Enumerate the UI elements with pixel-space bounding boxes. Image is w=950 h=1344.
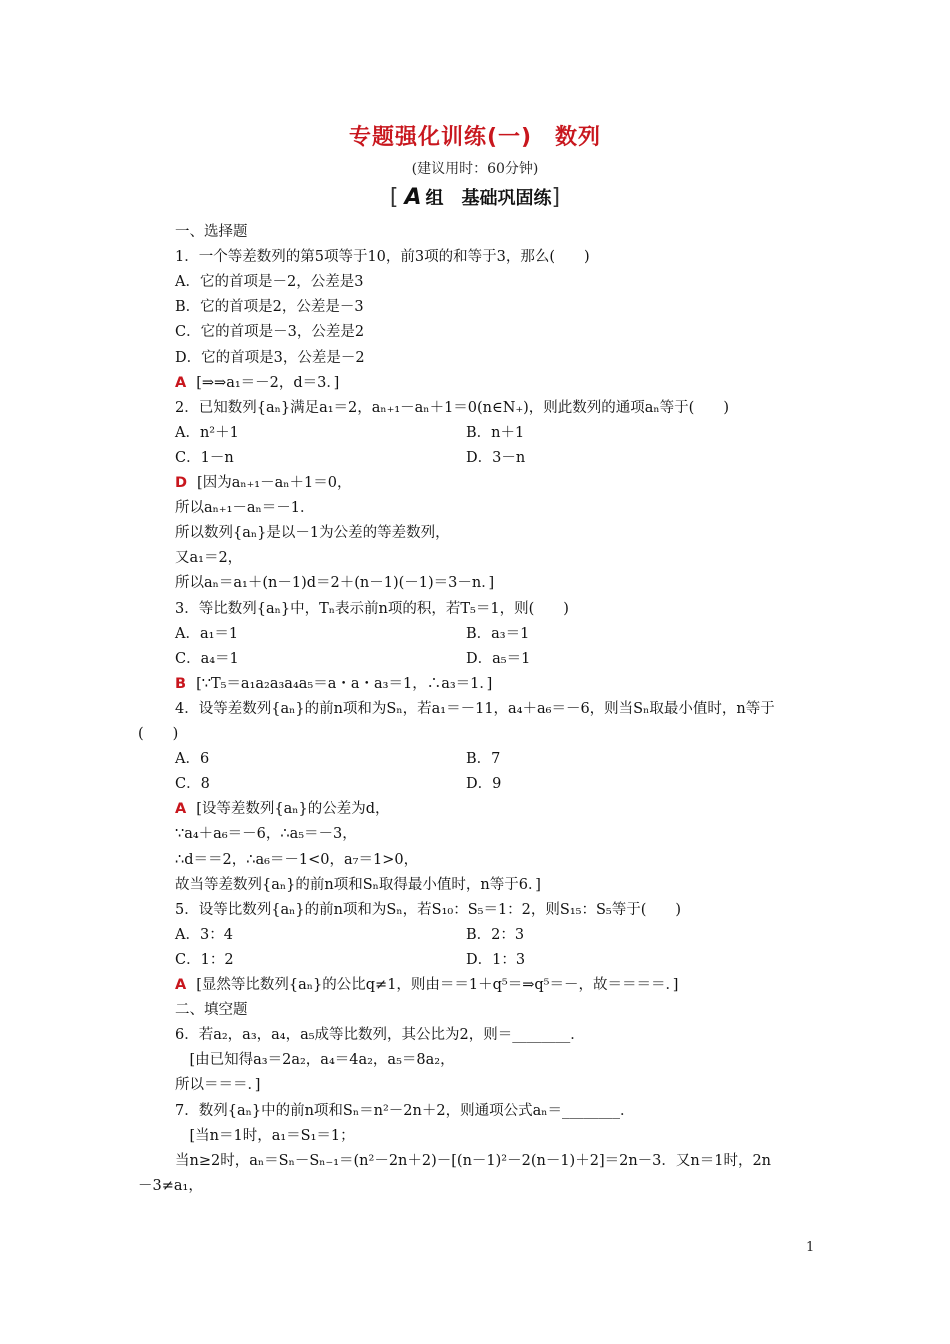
line-text: －3≠a₁， bbox=[138, 1178, 203, 1194]
line-text: 所以aₙ₊₁－aₙ＝－1． bbox=[175, 500, 315, 516]
text-line bbox=[175, 1101, 635, 1121]
line-text: A．a₁＝1 bbox=[175, 626, 239, 642]
text-line bbox=[175, 850, 418, 870]
group-letter: A bbox=[404, 185, 422, 210]
text-line bbox=[175, 1025, 585, 1045]
line-text: 一、选择题 bbox=[175, 224, 248, 240]
text-line bbox=[175, 423, 239, 443]
line-text: [∵T₅＝a₁a₂a₃a₄a₅＝a・a・a₃＝1，∴a₃＝1．] bbox=[196, 676, 493, 692]
line-text: C．8 bbox=[175, 776, 210, 792]
text-line bbox=[175, 1126, 355, 1146]
line-text: 故当等差数列{aₙ}的前n项和Sₙ取得最小值时，n等于6．] bbox=[175, 877, 541, 893]
text-line bbox=[175, 1151, 771, 1171]
text-line bbox=[175, 599, 569, 619]
text-line bbox=[175, 674, 492, 694]
page-title: 专题强化训练(一) 数列 bbox=[348, 125, 602, 150]
text-line bbox=[175, 473, 351, 493]
bracket-right: ] bbox=[551, 185, 561, 210]
line-text: A．n²＋1 bbox=[175, 425, 239, 441]
group-heading bbox=[0, 184, 950, 210]
line-text: [当n＝1时，a₁＝S₁＝1； bbox=[175, 1128, 355, 1144]
line-text: ( ) bbox=[138, 726, 179, 742]
text-line bbox=[175, 699, 775, 719]
line-text: 2．已知数列{aₙ}满足a₁＝2，aₙ₊₁－aₙ＋1＝0(n∈N₊)，则此数列的通项aₙ等于( ) bbox=[175, 400, 729, 416]
line-text: 又a₁＝2， bbox=[175, 550, 243, 566]
bracket-left: [ bbox=[389, 185, 399, 210]
option-right: D．a₅＝1 bbox=[466, 651, 531, 667]
text-line bbox=[175, 900, 681, 920]
line-text: [设等差数列{aₙ}的公差为d， bbox=[196, 801, 390, 817]
text-line bbox=[175, 624, 238, 644]
line-text: C．1：2 bbox=[175, 952, 234, 968]
line-text: 当n≥2时，aₙ＝Sₙ－Sₙ₋₁＝(n²－2n＋2)－[(n－1)²－2(n－1)＋2]＝2n－3．又n＝1时，2n bbox=[175, 1153, 772, 1169]
text-line bbox=[175, 548, 242, 568]
answer-letter: B bbox=[175, 676, 187, 692]
suggested-time: (建议用时：60分钟) bbox=[411, 161, 539, 177]
text-line bbox=[175, 925, 233, 945]
text-line bbox=[175, 1050, 455, 1070]
line-text: 7．数列{aₙ}中的前n项和Sₙ＝n²－2n＋2，则通项公式aₙ＝________． bbox=[175, 1103, 635, 1119]
page-number: 1 bbox=[806, 1240, 815, 1255]
line-text: A．6 bbox=[175, 751, 210, 767]
text-line bbox=[175, 824, 357, 844]
text-line bbox=[175, 799, 390, 819]
text-line bbox=[138, 1176, 203, 1196]
text-line bbox=[175, 523, 450, 543]
line-text: D．它的首项是3，公差是－2 bbox=[175, 350, 365, 366]
text-line bbox=[175, 222, 248, 242]
option-right: D．9 bbox=[466, 776, 502, 792]
text-line bbox=[175, 875, 541, 895]
text-line bbox=[175, 322, 364, 342]
line-text: 4．设等差数列{aₙ}的前n项和为Sₙ，若a₁＝－11，a₄＋a₆＝－6，则当Sₙ取最小值时，n等于 bbox=[175, 701, 775, 717]
text-line bbox=[175, 247, 590, 267]
line-text: [由已知得a₃＝2a₂，a₄＝4a₂，a₅＝8a₂， bbox=[175, 1052, 455, 1068]
line-text: [因为aₙ₊₁－aₙ＋1＝0， bbox=[197, 475, 352, 491]
line-text: 3．等比数列{aₙ}中，Tₙ表示前n项的积，若T₅＝1，则( ) bbox=[175, 601, 569, 617]
line-text: ∴d＝＝2，∴a₆＝－1<0，a₇＝1>0， bbox=[175, 852, 419, 868]
line-text: C．1－n bbox=[175, 450, 234, 466]
line-text: 所以＝＝＝．] bbox=[175, 1077, 261, 1093]
line-text: A．3：4 bbox=[175, 927, 233, 943]
line-text: 1．一个等差数列的第5项等于10，前3项的和等于3，那么( ) bbox=[175, 249, 590, 265]
line-text: C．它的首项是－3，公差是2 bbox=[175, 324, 365, 340]
text-line bbox=[175, 498, 315, 518]
text-line bbox=[175, 1075, 260, 1095]
text-line bbox=[175, 373, 339, 393]
text-line bbox=[175, 649, 239, 669]
text-line bbox=[175, 573, 494, 593]
option-right: B．n＋1 bbox=[466, 425, 525, 441]
answer-letter: A bbox=[175, 801, 187, 817]
line-text: C．a₄＝1 bbox=[175, 651, 239, 667]
text-line bbox=[175, 975, 678, 995]
line-text: 所以数列{aₙ}是以－1为公差的等差数列， bbox=[175, 525, 450, 541]
text-line bbox=[175, 398, 729, 418]
line-text: 二、填空题 bbox=[175, 1002, 248, 1018]
line-text: ∵a₄＋a₆＝－6，∴a₅＝－3， bbox=[175, 826, 357, 842]
answer-letter: D bbox=[175, 475, 188, 491]
text-line bbox=[175, 1000, 248, 1020]
answer-letter: A bbox=[175, 977, 187, 993]
line-text: B．它的首项是2，公差是－3 bbox=[175, 299, 364, 315]
option-right: D．3－n bbox=[466, 450, 526, 466]
line-text: [⇒⇒a₁＝－2，d＝3．] bbox=[196, 375, 340, 391]
option-right: D．1：3 bbox=[466, 952, 526, 968]
text-line bbox=[175, 749, 209, 769]
line-text: [显然等比数列{aₙ}的公比q≠1，则由＝＝1＋q⁵＝⇒q⁵＝－，故＝＝＝＝．] bbox=[196, 977, 679, 993]
text-line bbox=[175, 950, 234, 970]
line-text: 6．若a₂，a₃，a₄，a₅成等比数列，其公比为2，则＝________． bbox=[175, 1027, 585, 1043]
answer-letter: A bbox=[175, 375, 187, 391]
group-label: 组 基础巩固练 bbox=[425, 188, 552, 209]
text-line bbox=[175, 774, 210, 794]
option-right: B．7 bbox=[466, 751, 501, 767]
option-right: B．a₃＝1 bbox=[466, 626, 530, 642]
text-line bbox=[175, 348, 365, 368]
text-line bbox=[175, 448, 234, 468]
text-line bbox=[138, 724, 178, 744]
text-line bbox=[175, 297, 364, 317]
option-right: B．2：3 bbox=[466, 927, 525, 943]
line-text: 5．设等比数列{aₙ}的前n项和为Sₙ，若S₁₀：S₅＝1：2，则S₁₅：S₅等于( ) bbox=[175, 902, 682, 918]
line-text: 所以aₙ＝a₁＋(n－1)d＝2＋(n－1)(－1)＝3－n．] bbox=[175, 575, 495, 591]
text-line bbox=[175, 272, 363, 292]
line-text: A．它的首项是－2，公差是3 bbox=[175, 274, 364, 290]
